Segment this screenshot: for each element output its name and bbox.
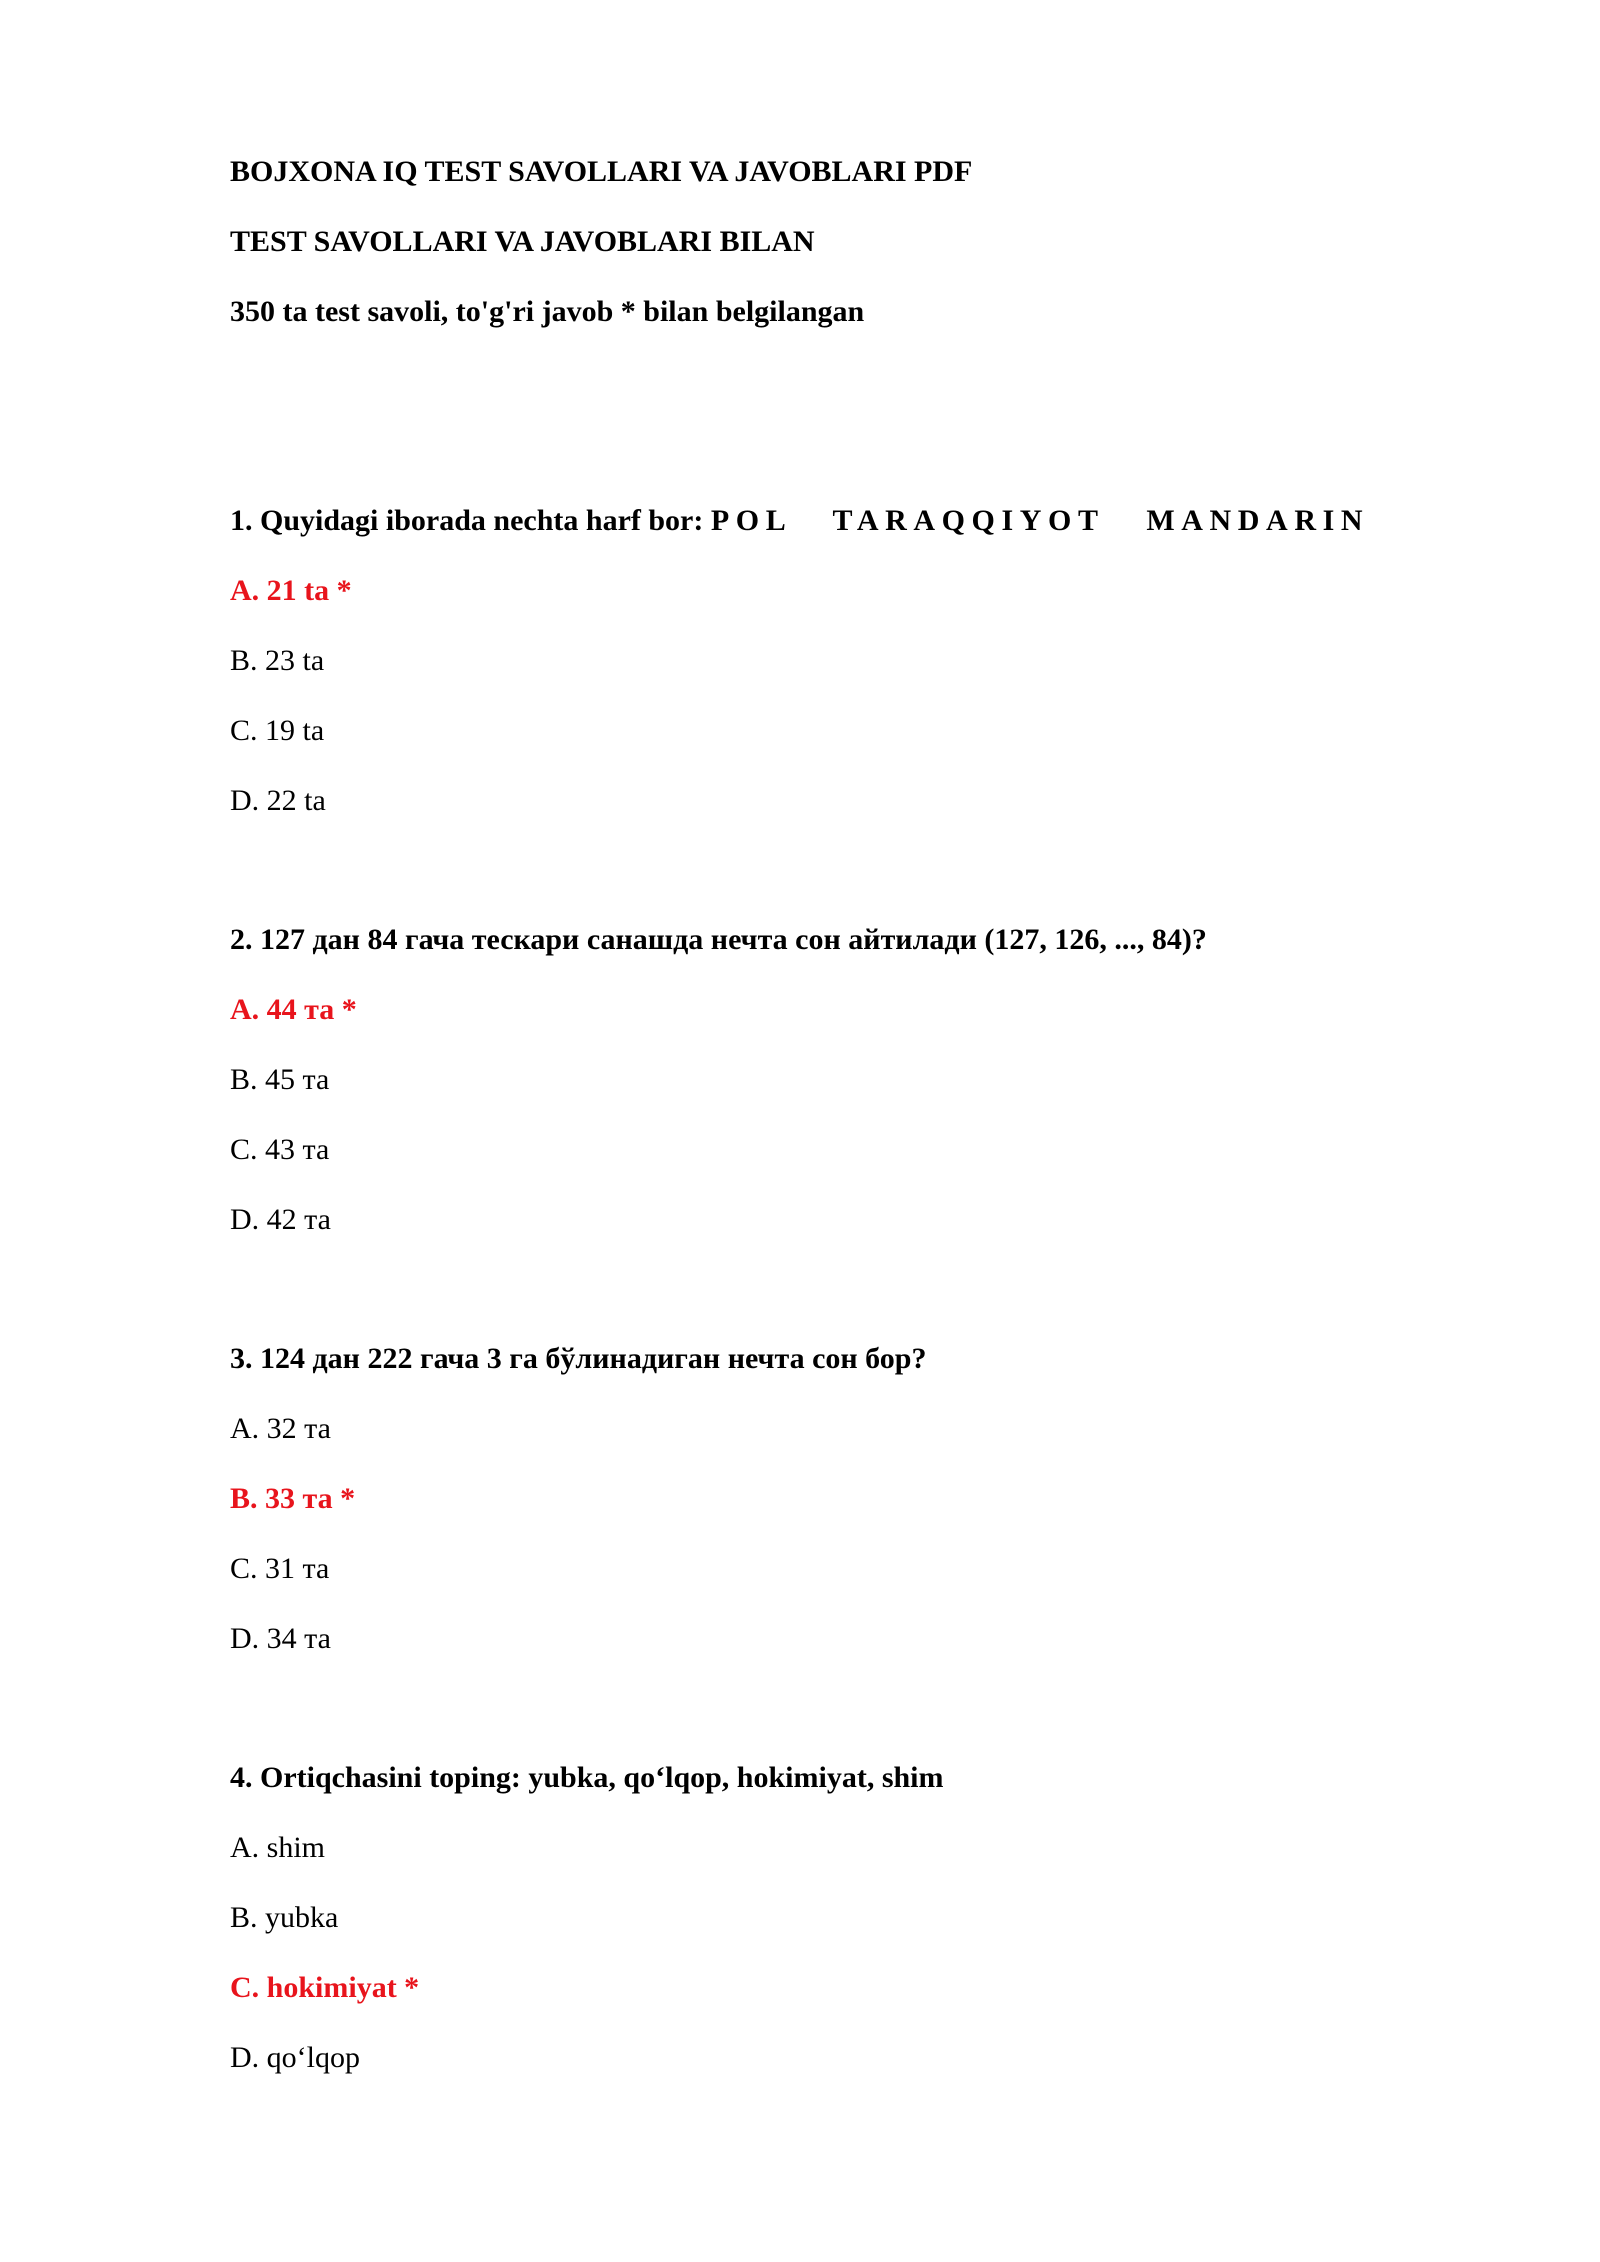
question-3-text: 3. 124 дан 222 гача 3 га бўлинадиган нечта сон бор? — [230, 1342, 927, 1375]
question-3-option-c: C. 31 та — [230, 1552, 330, 1585]
document-note: 350 ta test savoli, to'g'ri javob * bilan belgilangan — [230, 295, 865, 328]
question-2-text: 2. 127 дан 84 гача тескари санашда нечта сон айтилади (127, 126, ..., 84)? — [230, 923, 1207, 956]
question-1-letters: POL TARAQQIYOT MANDARIN — [710, 504, 1370, 537]
question-1-option-a: A. 21 ta * — [230, 574, 352, 607]
question-4-option-c: C. hokimiyat * — [230, 1971, 420, 2004]
question-2-option-a: A. 44 та * — [230, 993, 357, 1026]
question-4-text: 4. Ortiqchasini toping: yubka, qo‘lqop, hokimiyat, shim — [230, 1761, 944, 1794]
question-1-option-d: D. 22 ta — [230, 784, 326, 817]
question-4-option-b: B. yubka — [230, 1901, 339, 1934]
question-3-option-d: D. 34 та — [230, 1622, 331, 1655]
question-1-text: 1. Quyidagi iborada nechta harf bor: — [230, 504, 711, 537]
question-2-option-b: B. 45 та — [230, 1063, 330, 1096]
question-3-option-b: B. 33 та * — [230, 1482, 356, 1515]
question-2-option-c: C. 43 та — [230, 1133, 330, 1166]
document-title: BOJXONA IQ TEST SAVOLLARI VA JAVOBLARI PDF — [230, 155, 973, 188]
document-subtitle: TEST SAVOLLARI VA JAVOBLARI BILAN — [230, 225, 815, 258]
question-4-option-a: A. shim — [230, 1831, 326, 1864]
question-4-option-d: D. qo‘lqop — [230, 2041, 360, 2074]
question-1-option-c: C. 19 ta — [230, 714, 325, 747]
question-2-option-d: D. 42 та — [230, 1203, 331, 1236]
question-1-option-b: B. 23 ta — [230, 644, 325, 677]
question-3-option-a: A. 32 та — [230, 1412, 331, 1445]
question-1 — [230, 503, 1369, 539]
